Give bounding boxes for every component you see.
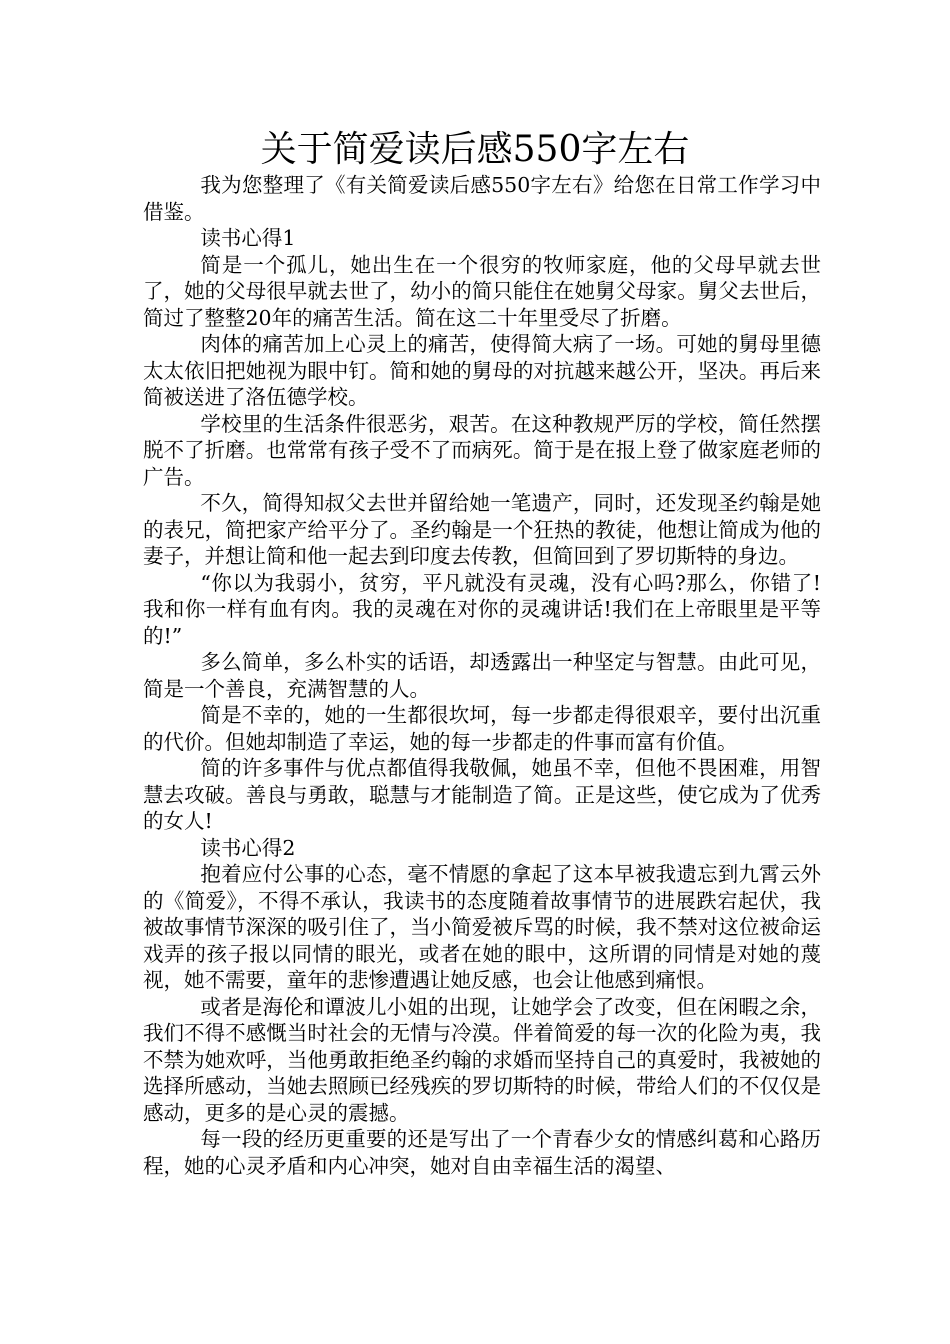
paragraph: 简的许多事件与优点都值得我敬佩，她虽不幸，但他不畏困难，用智慧去攻破。善良与勇敢，聪慧与才能制造了简。正是这些，使它成为了优秀的女人! xyxy=(143,756,821,833)
paragraph: 多么简单，多么朴实的话语，却透露出一种坚定与智慧。由此可见，简是一个善良，充满智慧的人。 xyxy=(143,650,821,701)
paragraph: 肉体的痛苦加上心灵上的痛苦，使得简大病了一场。可她的舅母里德太太依旧把她视为眼中钉。简和她的舅母的对抗越来越公开，坚决。再后来简被送进了洛伍德学校。 xyxy=(143,332,821,409)
paragraph: 简是一个孤儿，她出生在一个很穷的牧师家庭，他的父母早就去世了，她的父母很早就去世了，幼小的简只能住在她舅父母家。舅父去世后，简过了整整20年的痛苦生活。简在这二十年里受尽了折磨。 xyxy=(143,252,821,330)
paragraph-intro: 我为您整理了《有关简爱读后感550字左右》给您在日常工作学习中借鉴。 xyxy=(143,173,821,224)
paragraph: 简是不幸的，她的一生都很坎坷，每一步都走得很艰辛，要付出沉重的代价。但她却制造了幸运，她的每一步都走的件事而富有价值。 xyxy=(143,703,821,754)
paragraph: 学校里的生活条件很恶劣，艰苦。在这种教规严厉的学校，简任然摆脱不了折磨。也常常有孩子受不了而病死。简于是在报上登了做家庭老师的广告。 xyxy=(143,411,821,489)
paragraph: 每一段的经历更重要的还是写出了一个青春少女的情感纠葛和心路历程，她的心灵矛盾和内心冲突，她对自由幸福生活的渴望、 xyxy=(143,1127,821,1178)
paragraph: 抱着应付公事的心态，毫不情愿的拿起了这本早被我遗忘到九霄云外的《简爱》，不得不承认，我读书的态度随着故事情节的进展跌宕起伏，我被故事情节深深的吸引住了，当小简爱被斥骂的时候，我不禁对这位被命运戏弄的孩子报以同情的眼光，或者在她的眼中，这所谓的同情是对她的蔑视，她不需要，童年的悲惨遭遇让她反感，也会让他感到痛恨。 xyxy=(143,862,821,992)
section-heading-1: 读书心得1 xyxy=(200,226,296,250)
paragraph: 或者是海伦和谭波儿小姐的出现，让她学会了改变，但在闲暇之余，我们不得不感慨当时社会的无情与冷漠。伴着简爱的每一次的化险为夷，我不禁为她欢呼，当他勇敢拒绝圣约翰的求婚而坚持自己的真爱时，我被她的选择所感动，当她去照顾已经残疾的罗切斯特的时候，带给人们的不仅仅是感动，更多的是心灵的震撼。 xyxy=(143,994,821,1125)
document-title: 关于简爱读后感550字左右 xyxy=(260,129,690,170)
quote-paragraph: “你以为我弱小，贫穷，平凡就没有灵魂，没有心吗?那么，你错了!我和你一样有血有肉。我的灵魂在对你的灵魂讲话!我们在上帝眼里是平等的!” xyxy=(143,570,821,648)
paragraph: 不久，简得知叔父去世并留给她一笔遗产，同时，还发现圣约翰是她的表兄，简把家产给平分了。圣约翰是一个狂热的教徒，他想让简成为他的妻子，并想让简和他一起去到印度去传教，但简回到了罗切斯特的身边。 xyxy=(143,491,821,568)
section-heading-2: 读书心得2 xyxy=(200,835,296,860)
document-body xyxy=(143,172,821,1179)
